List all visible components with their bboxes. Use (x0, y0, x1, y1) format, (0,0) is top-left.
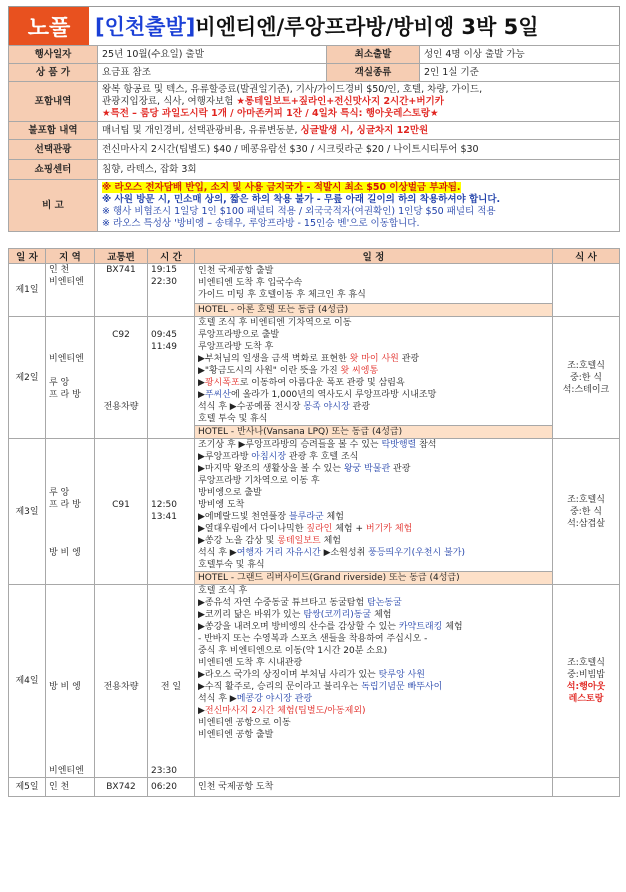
plan-line (198, 609, 549, 621)
time: 22:30 (151, 277, 177, 287)
meal: 조:호텔식 (567, 360, 605, 371)
plan-line (198, 439, 549, 451)
day-meals (553, 264, 620, 317)
col-day: 일 자 (9, 249, 46, 264)
title-route: 비엔티엔/루앙프라방/방비엥 3박 5일 (195, 15, 539, 39)
time: 09:45 (151, 330, 177, 340)
text: ▶"황금도시의 사원" 이란 뜻을 가진 (198, 366, 341, 376)
plan-line: 비엔티엔 공항 출발 (198, 730, 274, 740)
day-places (46, 585, 95, 778)
day-meals (553, 585, 620, 778)
plan-line: 호텔투숙 및 휴식 (198, 560, 265, 570)
plan-line (198, 535, 549, 547)
text: 석식 후 ▶ (198, 694, 237, 704)
meal: 석:스테이크 (562, 384, 610, 395)
day-row-5 (9, 778, 620, 797)
spot: 블루라군 (288, 512, 324, 522)
day-plan: 인천 국제공항 도착 (195, 778, 553, 797)
text: 관광 (398, 354, 420, 364)
spot: 꽝시폭포 (204, 378, 240, 388)
min-value: 성인 4명 이상 출발 가능 (420, 46, 620, 64)
plan-line (198, 353, 549, 365)
day-row-2 (9, 317, 620, 439)
col-place: 지 역 (46, 249, 95, 264)
time: 19:15 (151, 265, 177, 275)
day-trans (95, 317, 148, 439)
text: 에 올라가 1,000년의 역사도시 루앙프라방 시내조망 (231, 390, 437, 400)
day-label: 제1일 (9, 264, 46, 317)
spot: 버기카 체험 (365, 524, 413, 534)
time: 13:41 (151, 512, 177, 522)
plan-line (198, 365, 549, 377)
plan-line: 비엔티엔 도착 후 입국수속 (198, 278, 303, 288)
note-1-text: ※ 라오스 전자담배 반입, 소지 및 사용 금지국가 - 적발시 최소 $50 이상벌금 부과됨. (102, 181, 461, 193)
text: 체험 (442, 622, 463, 632)
excl-value (98, 122, 620, 140)
day-label: 제5일 (9, 778, 46, 797)
day-times (148, 264, 195, 317)
plan-line (198, 597, 549, 609)
spot: 메콩강 야시장 관광 (236, 694, 313, 704)
text: ▶종유석 자연 수중동굴 튜브타고 동굴탐험 (198, 598, 368, 608)
plan-line: 방비엥으로 출발 (198, 488, 262, 498)
day-row-1 (9, 264, 620, 317)
plan-line (198, 401, 549, 413)
plan-line: 비엔티엔 공항으로 이동 (198, 718, 291, 728)
text: ▶에메랄드빛 천연풀장 (198, 512, 289, 522)
shop-value: 침향, 라텍스, 잡화 3회 (98, 160, 620, 180)
text: 관광 후 호텔 조식 (286, 452, 359, 462)
text: 로 이동하여 아름다운 폭포 관광 및 삼림욕 (239, 378, 405, 388)
day-places (46, 317, 95, 439)
title-departure: [인천출발] (95, 15, 196, 39)
col-trans: 교통편 (95, 249, 148, 264)
spot: 탐쌍(코끼리)동굴 (303, 610, 372, 620)
spot: 탐논동굴 (367, 598, 402, 608)
hotel-line: HOTEL - 반사나(Vansana LPQ) 또는 동급 (4성급) (195, 425, 552, 438)
text: ▶ (198, 390, 205, 400)
day-trans: BX742 (95, 778, 148, 797)
plan-line (198, 669, 549, 681)
plan-line (198, 621, 549, 633)
incl-line-3: ★특전 – 룸당 과일도시락 1개 / 아마존커피 1잔 / 4일차 특식: 행아웃레스토랑★ (102, 107, 439, 119)
excl-b: 싱글발생 시, 싱글차지 12만원 (300, 124, 429, 136)
text: 체험 (320, 536, 341, 546)
room-label: 객실종류 (327, 64, 420, 82)
plan-line: 가이드 미팅 후 호텔이동 후 체크인 후 휴식 (198, 290, 366, 300)
meal: 석:삼겹살 (567, 518, 605, 529)
day-times (148, 439, 195, 585)
col-plan: 일 정 (195, 249, 553, 264)
plan-line (198, 523, 549, 535)
day-row-4 (9, 585, 620, 778)
text: ▶마지막 왕조의 생활상을 볼 수 있는 (198, 464, 344, 474)
text: 관광 (349, 402, 370, 412)
excl-a: 매너팁 및 개인경비, 선택관광비용, 유류변동분, (102, 124, 301, 136)
meal: 레스토랑 (568, 694, 604, 704)
excl-label: 불포함 내역 (9, 122, 98, 140)
plan-line: 루앙프라방으로 출발 (198, 330, 280, 340)
spot: 풍등띄우기(우천시 불가) (368, 548, 465, 558)
text: ▶열대우림에서 다이나믹한 (198, 524, 307, 534)
time: 전 일 (160, 682, 182, 692)
text: ▶쏭강을 내려오며 방비엥의 산수를 감상할 수 있는 (198, 622, 399, 632)
day-trans (95, 439, 148, 585)
incl-line-2 (102, 96, 615, 108)
room-value: 2인 1실 기준 (420, 64, 620, 82)
spot: 왓 씨엥통 (340, 366, 379, 376)
plan-line (198, 547, 549, 559)
day-trans (95, 585, 148, 778)
spot: 롱테일보트 (277, 536, 321, 546)
spot: 짚라인 (306, 524, 333, 534)
meal: 중:한 식 (570, 372, 602, 383)
plan-line (198, 511, 549, 523)
incl-label: 포함내역 (9, 82, 98, 122)
place: 비엔티엔 (49, 354, 84, 364)
day-times (148, 317, 195, 439)
spot: 푸씨산 (204, 390, 232, 400)
col-meal: 식 사 (553, 249, 620, 264)
day-places (46, 439, 95, 585)
trans: 전용차량 (103, 402, 139, 412)
opt-value: 전신마사지 2시간(팁별도) $40 / 메콩유람선 $30 / 시크릿라군 $20 / 나이트시티투어 $30 (98, 140, 620, 160)
min-label: 최소출발 (327, 46, 420, 64)
spot: 전신마사지 2시간 체험(팁별도/아동제외) (204, 706, 366, 716)
plan-line: 호텔 투숙 및 휴식 (198, 414, 268, 424)
place: 비엔티엔 (49, 277, 84, 287)
schedule-table (8, 248, 620, 797)
plan-line: 루앙프라방 도착 후 (198, 342, 274, 352)
shop-label: 쇼핑센터 (9, 160, 98, 180)
price-value: 요금표 참조 (98, 64, 327, 82)
day-label: 제4일 (9, 585, 46, 778)
day-plan (195, 585, 553, 778)
place: 방 비 엥 (49, 682, 81, 692)
opt-label: 선택관광 (9, 140, 98, 160)
meal: 조:호텔식 (567, 658, 605, 668)
text: ▶라오스 국가의 상징이며 부처님 사리가 있는 (198, 670, 379, 680)
note-value (98, 180, 620, 232)
day-plan (195, 317, 553, 439)
day-row-3 (9, 439, 620, 585)
spot: 몽족 야시장 (303, 402, 350, 412)
text: 체험 + (332, 524, 366, 534)
product-tag: 노풀 (9, 7, 89, 45)
period-value: 25년 10월(수요일) 출발 (98, 46, 327, 64)
place: 인 천 (49, 265, 70, 275)
place: 방 비 엥 (49, 548, 81, 558)
meal: 석:행아웃 (566, 682, 606, 692)
incl-line-1: 왕복 항공료 및 텍스, 유류할증료(발권일기준), 기사/가이드경비 $50/인, 호텔, 차량, 가이드, (102, 83, 483, 95)
day-trans: BX741 (95, 264, 148, 317)
spot: 여행자 거리 자유시간 (236, 548, 321, 558)
text: ▶수직 활주로, 승리의 문이라고 불리우는 (198, 682, 362, 692)
day-plan (195, 439, 553, 585)
place: 프 라 방 (49, 390, 81, 400)
text: 석식 후 ▶ (198, 548, 237, 558)
plan-line (198, 451, 549, 463)
day-meals (553, 439, 620, 585)
spot: 왕궁 박물관 (343, 464, 391, 474)
plan-line (198, 681, 549, 693)
spot: 독립기념문 빠뚜사이 (361, 682, 443, 692)
day-meals (553, 778, 620, 797)
plan-line (198, 693, 549, 705)
plan-line (198, 705, 549, 717)
plan-line: 비엔티엔 도착 후 시내관광 (198, 658, 303, 668)
text: ▶부처님의 일생을 금색 벽화로 표현한 (198, 354, 350, 364)
incl-line-2a: 관광지입장료, 식사, 여행자보험 (102, 95, 237, 107)
hotel-line: HOTEL - 아론 호텔 또는 동급 (4성급) (195, 303, 552, 316)
text: 체험 (371, 610, 392, 620)
hotel-line: HOTEL - 그랜드 리버사이드(Grand riverside) 또는 동급 (4성급) (195, 571, 552, 584)
spot: 탓루앙 사원 (378, 670, 425, 680)
plan-line: - 반바지 또는 수영복과 스포츠 샌들을 착용하여 주십시오 - (198, 634, 428, 644)
meal: 조:호텔식 (567, 494, 605, 505)
text: 석식 후 ▶수공예품 전시장 (198, 402, 304, 412)
col-time: 시 간 (148, 249, 195, 264)
plan-line (198, 389, 549, 401)
plan-line: 인천 국제공항 출발 (198, 266, 274, 276)
page-title (89, 11, 539, 41)
text: 체험 (323, 512, 344, 522)
text: ▶ (198, 706, 205, 716)
text: 관광 (390, 464, 411, 474)
place: 루 앙 (49, 488, 70, 498)
incl-line-2b: ★롱테일보트+짚라인+전신맛사지 2시간+버기카 (236, 95, 444, 107)
text: ▶ (198, 378, 205, 388)
spot: 카약트래킹 (398, 622, 443, 632)
plan-line (198, 463, 549, 475)
spot: 탁밧행렬 (381, 440, 417, 450)
day-times (148, 585, 195, 778)
trans: C91 (112, 500, 130, 510)
place: 루 앙 (49, 378, 70, 388)
plan-line: 호텔 조식 후 비엔티엔 기차역으로 이동 (198, 318, 352, 328)
price-label: 상 품 가 (9, 64, 98, 82)
time: 12:50 (151, 500, 177, 510)
trans: C92 (112, 330, 130, 340)
place: 비엔티엔 (49, 766, 84, 776)
note-line-3: ※ 행사 비협조시 1일당 1인 $100 패널티 적용 / 외국국적자(여권확인) 1인당 $50 패널티 적용 (102, 205, 496, 217)
meal: 중:한 식 (570, 506, 602, 517)
spot: 아침시장 (251, 452, 287, 462)
note-line-1 (102, 182, 615, 194)
text: ▶코끼리 닮은 바위가 있는 (198, 610, 304, 620)
plan-line: 호텔 조식 후 (198, 586, 248, 596)
plan-line: 중식 후 비엔티엔으로 이동(약 1시간 20분 소요) (198, 646, 388, 656)
day-time: 06:20 (148, 778, 195, 797)
plan-line: 루앙프라방 기차역으로 이동 후 (198, 476, 320, 486)
time: 11:49 (151, 342, 177, 352)
day-label: 제2일 (9, 317, 46, 439)
note-line-2: ※ 사원 방문 시, 민소매 상의, 짧은 하의 착용 불가 - 무릎 아래 길이의 하의 착용하셔야 합니다. (102, 193, 501, 205)
info-table (8, 45, 620, 232)
spot: 왓 마이 사원 (349, 354, 399, 364)
title-bar (8, 6, 620, 46)
text: 참석 (416, 440, 437, 450)
day-place: 인 천 (46, 778, 95, 797)
place: 프 라 방 (49, 500, 81, 510)
day-meals (553, 317, 620, 439)
day-plan (195, 264, 553, 317)
meal: 중:비빔밥 (567, 670, 605, 680)
time: 23:30 (151, 766, 177, 776)
plan-line (198, 377, 549, 389)
day-places (46, 264, 95, 317)
incl-value (98, 82, 620, 122)
text: 조기상 후 ▶루앙프라방의 승려들을 볼 수 있는 (198, 440, 382, 450)
day-label: 제3일 (9, 439, 46, 585)
note-label: 비 고 (9, 180, 98, 232)
trans: 전용차량 (103, 682, 139, 692)
plan-line: 방비엥 도착 (198, 500, 245, 510)
note-line-4: ※ 라오스 특성상 '방비엥 – 송태우, 루앙프라방 - 15인승 벤'으로 이동합니다. (102, 217, 420, 229)
text: ▶쏭강 노을 감상 및 (198, 536, 278, 546)
text: ▶루앙프라방 (198, 452, 252, 462)
period-label: 행사일자 (9, 46, 98, 64)
text: ▶소원성취 (320, 548, 369, 558)
